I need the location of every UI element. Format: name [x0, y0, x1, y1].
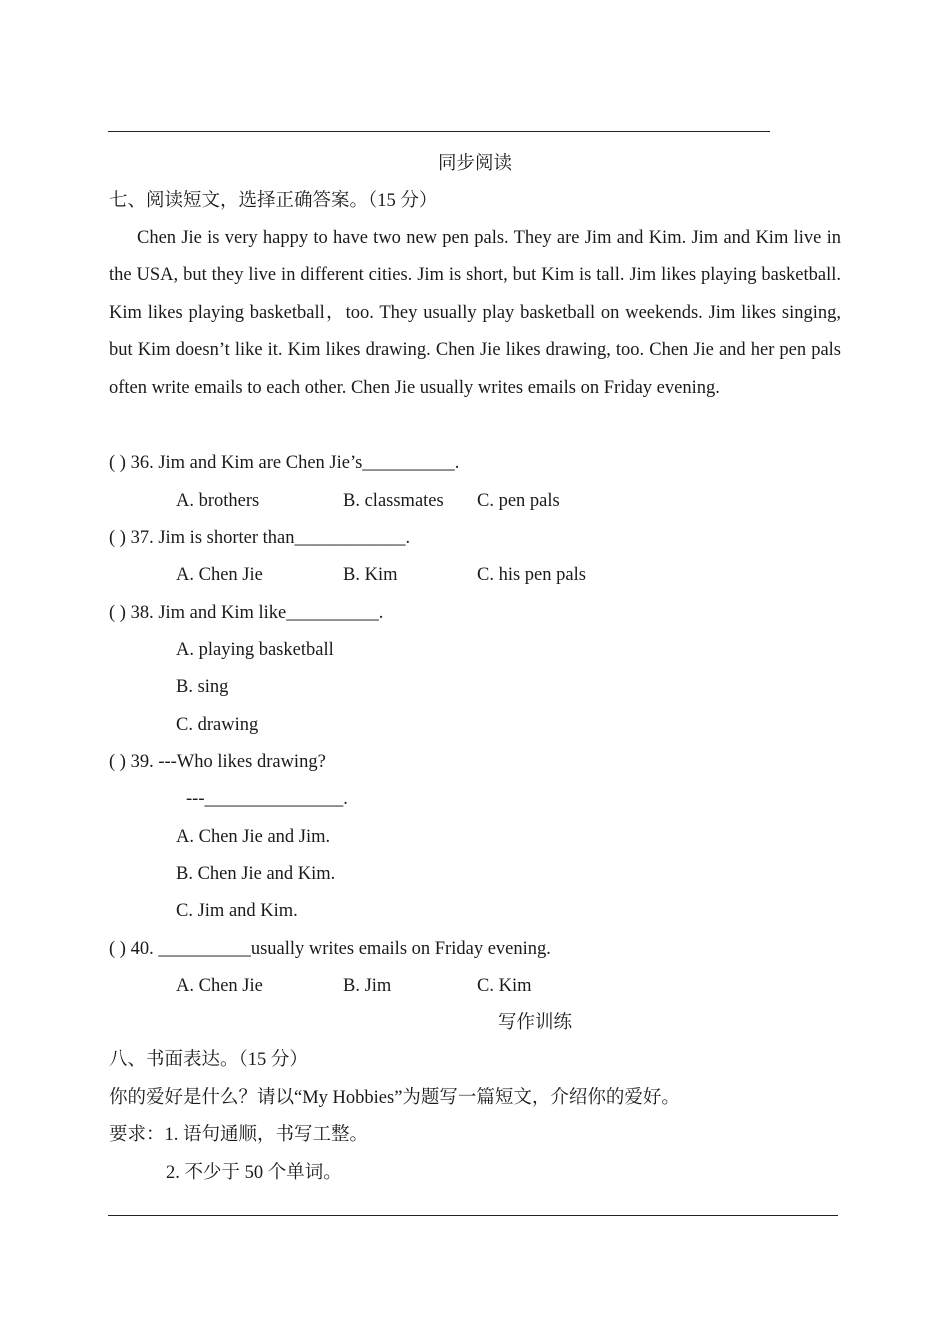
q38-option-c: C. drawing — [176, 715, 259, 735]
q40-option-b: B. Jim — [343, 976, 392, 996]
part8-heading: 八、书面表达。（15 分） — [109, 1050, 308, 1070]
q37-option-a: A. Chen Jie — [176, 565, 263, 585]
writing-section-title: 写作训练 — [497, 1013, 572, 1033]
question-38-stem: ( ) 38. Jim and Kim like__________. — [109, 603, 384, 623]
bottom-rule — [108, 1215, 838, 1216]
requirement-2: 2. 不少于 50 个单词。 — [166, 1163, 342, 1183]
requirement-1: 要求：1. 语句通顺，书写工整。 — [109, 1125, 369, 1145]
q40-option-a: A. Chen Jie — [176, 976, 263, 996]
reading-section-title: 同步阅读 — [437, 154, 512, 174]
q39-option-a: A. Chen Jie and Jim. — [176, 827, 331, 847]
top-rule — [108, 131, 770, 132]
part7-heading: 七、阅读短文，选择正确答案。（15 分） — [109, 191, 438, 211]
question-40-stem: ( ) 40. __________usually writes emails on Friday evening. — [109, 939, 551, 959]
q36-option-c: C. pen pals — [477, 491, 560, 511]
question-39-stem: ( ) 39. ---Who likes drawing? — [109, 752, 326, 772]
q36-option-b: B. classmates — [343, 491, 444, 511]
writing-prompt: 你的爱好是什么？请以“My Hobbies”为题写一篇短文，介绍你的爱好。 — [109, 1088, 680, 1108]
q40-option-c: C. Kim — [477, 976, 532, 996]
question-36-stem: ( ) 36. Jim and Kim are Chen Jie’s__________. — [109, 453, 460, 473]
passage-text: Chen Jie is very happy to have two new pen pals. They are Jim and Kim. Jim and Kim live in the USA, but they live in different cities. Jim is short, but Kim is tall. Jim likes playing basketball. Kim likes playing basketball，too. They usually play basketball on weekends. Jim likes singing, but Kim doesn’t like it. Kim likes drawing. Chen Jie likes drawing, too. Chen Jie and her pen pals often write emails to each other. Chen Jie usually writes emails on Friday evening. — [109, 228, 841, 398]
q39-option-c: C. Jim and Kim. — [176, 901, 298, 921]
q39-option-b: B. Chen Jie and Kim. — [176, 864, 336, 884]
q38-option-b: B. sing — [176, 677, 229, 697]
q37-option-b: B. Kim — [343, 565, 398, 585]
q39-answer-line: ---_______________. — [186, 789, 348, 809]
q37-option-c: C. his pen pals — [477, 565, 586, 585]
q38-option-a: A. playing basketball — [176, 640, 334, 660]
q36-option-a: A. brothers — [176, 491, 260, 511]
reading-passage — [109, 220, 841, 407]
question-37-stem: ( ) 37. Jim is shorter than____________. — [109, 528, 411, 548]
